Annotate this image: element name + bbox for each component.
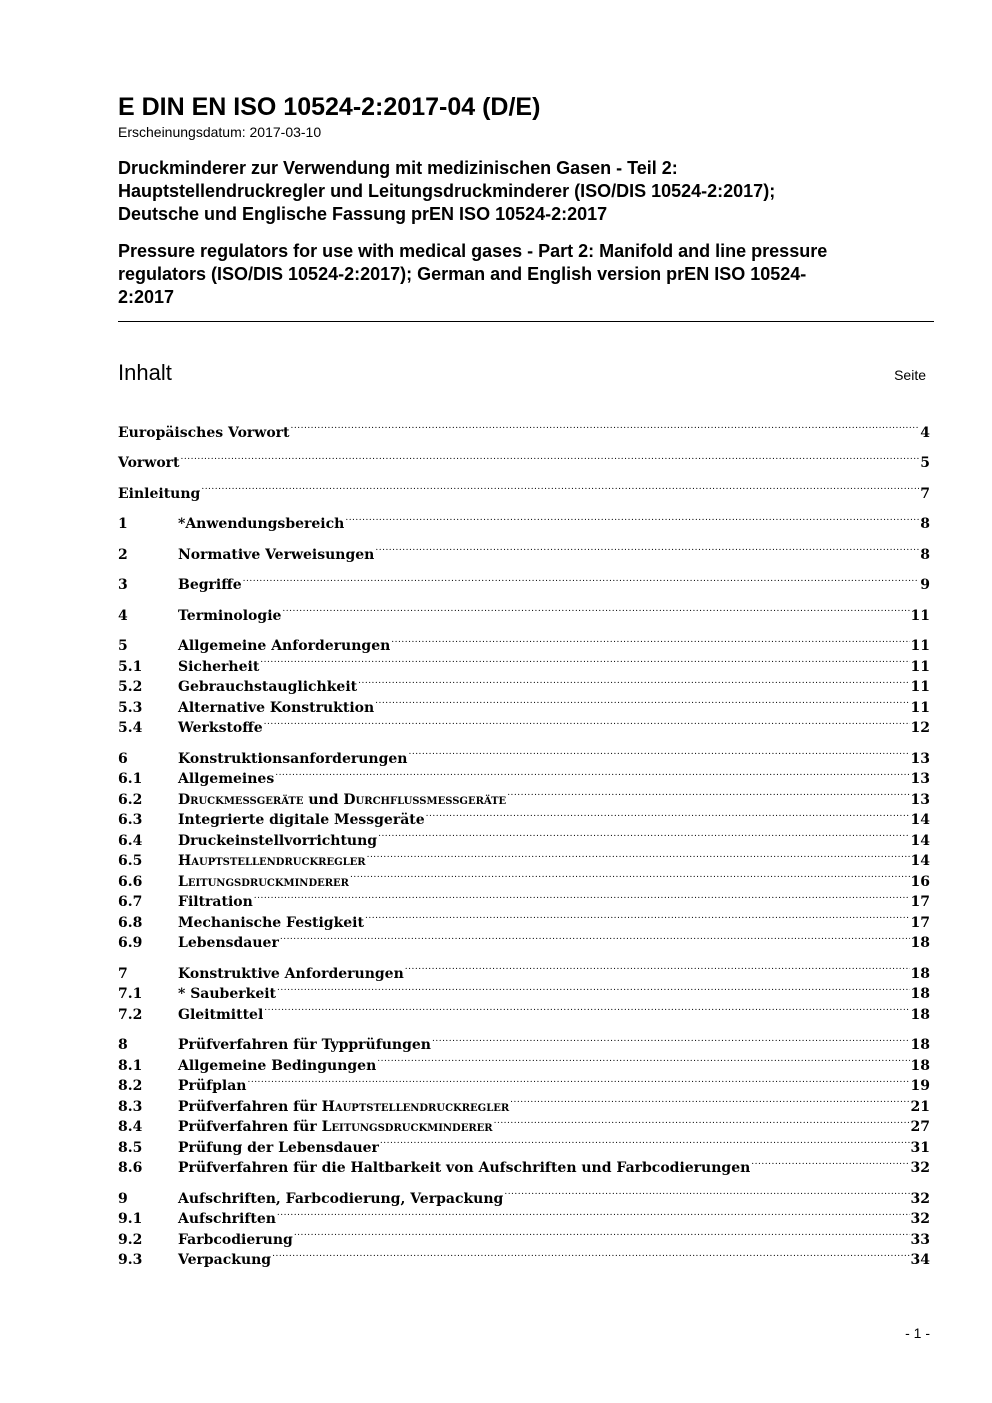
toc-entry-page: 33 xyxy=(910,1231,930,1248)
toc-entry-page: 14 xyxy=(910,812,930,828)
toc-entry-page: 14 xyxy=(910,853,930,869)
toc-entry-page: 13 xyxy=(910,791,930,808)
table-of-contents xyxy=(118,416,930,1268)
toc-entry-label-part: und xyxy=(303,791,344,808)
title-german xyxy=(118,157,934,226)
title-english xyxy=(118,240,934,309)
toc-entry-page: 11 xyxy=(910,679,930,695)
toc-dot-leader xyxy=(375,691,909,712)
toc-entry-label: Aufschriften, Farbcodierung, Verpackung xyxy=(178,1190,504,1207)
toc-entry[interactable] xyxy=(118,1182,930,1207)
toc-entry-label: Verpackung xyxy=(178,1252,272,1268)
toc-entry-label: Konstruktionsanforderungen xyxy=(178,750,408,767)
toc-entry-page: 32 xyxy=(910,1211,930,1227)
toc-entry-page: 12 xyxy=(910,720,930,736)
toc-entry[interactable] xyxy=(118,742,930,767)
title-german-line: Druckminderer zur Verwendung mit medizinischen Gasen - Teil 2: xyxy=(118,158,678,178)
toc-entry-number: 1 xyxy=(118,516,128,532)
toc-dot-leader xyxy=(510,1090,909,1111)
toc-entry[interactable] xyxy=(118,957,930,982)
toc-entry-page: 31 xyxy=(910,1139,930,1156)
toc-entry-label-part: Leitungsdruckminderer xyxy=(321,1119,493,1135)
toc-entry[interactable] xyxy=(118,599,930,624)
toc-entry-number: 5 xyxy=(118,638,128,654)
toc-entry-page: 18 xyxy=(910,1057,930,1074)
toc-entry-page: 16 xyxy=(910,873,930,890)
toc-entry-number: 2 xyxy=(118,546,128,563)
toc-dot-leader xyxy=(494,1111,910,1132)
toc-dot-leader xyxy=(277,978,909,999)
toc-entry-page: 32 xyxy=(910,1190,930,1207)
toc-entry-number: 8.3 xyxy=(118,1098,143,1115)
toc-entry-number: 4 xyxy=(118,607,128,624)
toc-entry-page: 11 xyxy=(910,607,930,624)
toc-entry-page: 13 xyxy=(910,771,930,787)
toc-dot-leader xyxy=(405,957,910,978)
toc-entry-label-part: Leitungsdruckminderer xyxy=(178,873,349,890)
toc-entry-number: 6.8 xyxy=(118,914,143,931)
toc-entry-label xyxy=(178,1097,509,1118)
toc-dot-leader xyxy=(201,477,919,498)
toc-dot-leader xyxy=(365,906,910,927)
toc-entry-number: 5.1 xyxy=(118,658,143,675)
toc-entry-number: 6.1 xyxy=(118,771,143,787)
toc-entry-page: 7 xyxy=(920,485,930,502)
toc-dot-leader xyxy=(751,1152,909,1173)
toc-entry-label-part: Druckmessgeräte xyxy=(178,791,304,808)
toc-dot-leader xyxy=(378,824,909,845)
toc-entry-number: 9.2 xyxy=(118,1231,143,1248)
toc-entry-label-part: Hauptstellendruckregler xyxy=(321,1098,510,1115)
toc-entry-page: 21 xyxy=(910,1098,930,1115)
toc-entry-label-part: Prüfverfahren für xyxy=(178,1098,322,1115)
toc-entry-label: Sicherheit xyxy=(178,658,260,675)
toc-entry-page: 9 xyxy=(920,577,930,593)
toc-entry-label: Alternative Konstruktion xyxy=(178,699,375,716)
toc-entry-label: Allgemeine Anforderungen xyxy=(178,638,391,654)
toc-entry-label: Europäisches Vorwort xyxy=(118,424,290,441)
toc-entry-label: Werkstoffe xyxy=(178,720,263,736)
toc-entry[interactable] xyxy=(118,508,930,532)
toc-dot-leader xyxy=(254,886,910,907)
toc-entry-number: 8.6 xyxy=(118,1160,143,1176)
toc-entry-page: 18 xyxy=(910,986,930,1002)
toc-entry-page: 11 xyxy=(910,658,930,675)
toc-dot-leader xyxy=(367,845,910,866)
title-english-line: regulators (ISO/DIS 10524-2:2017); German and English version prEN ISO 10524- xyxy=(118,264,807,284)
toc-entry-label: Filtration xyxy=(178,894,253,910)
toc-entry-label-part: Prüfverfahren für xyxy=(178,1119,322,1135)
toc-dot-leader xyxy=(391,630,909,651)
toc-dot-leader xyxy=(350,865,910,886)
toc-entry-label: Prüfverfahren für die Haltbarkeit von Aufschriften und Farbcodierungen xyxy=(178,1160,751,1176)
toc-entry[interactable] xyxy=(118,538,930,563)
toc-entry[interactable] xyxy=(118,569,930,593)
toc-entry-label: Konstruktive Anforderungen xyxy=(178,965,404,982)
toc-dot-leader xyxy=(181,447,920,468)
toc-entry-page: 18 xyxy=(910,1037,930,1053)
toc-dot-leader xyxy=(247,1070,909,1091)
publication-date: Erscheinungsdatum: 2017-03-10 xyxy=(118,124,322,140)
toc-entry-page: 8 xyxy=(920,516,930,532)
toc-dot-leader xyxy=(260,650,909,671)
toc-entry-label: Aufschriften xyxy=(178,1211,276,1227)
toc-entry-number: 7.1 xyxy=(118,986,143,1002)
toc-entry[interactable] xyxy=(118,416,930,441)
toc-entry-page: 32 xyxy=(910,1160,930,1176)
toc-entry-page: 11 xyxy=(910,699,930,716)
toc-dot-leader xyxy=(282,599,909,620)
toc-entry-label: Prüfung der Lebensdauer xyxy=(178,1139,379,1156)
toc-dot-leader xyxy=(377,1049,909,1070)
toc-entry-label: Allgemeine Bedingungen xyxy=(178,1057,377,1074)
toc-dot-leader xyxy=(272,1244,909,1265)
toc-dot-leader xyxy=(426,804,910,825)
toc-dot-leader xyxy=(358,671,909,692)
toc-dot-leader xyxy=(243,569,920,590)
toc-entry[interactable] xyxy=(118,1029,930,1053)
toc-entry-number: 9.1 xyxy=(118,1211,143,1227)
toc-dot-leader xyxy=(432,1029,910,1050)
toc-dot-leader xyxy=(275,763,909,784)
toc-entry-label-part: Durchflussmessgeräte xyxy=(343,791,507,808)
toc-entry-number: 8.1 xyxy=(118,1057,143,1074)
toc-entry-page: 5 xyxy=(920,455,930,471)
toc-entry-label-part: Hauptstellendruckregler xyxy=(178,853,366,869)
toc-entry-page: 27 xyxy=(910,1119,930,1135)
toc-entry-label: Mechanische Festigkeit xyxy=(178,914,364,931)
toc-entry-number: 3 xyxy=(118,577,128,593)
toc-entry-label: Integrierte digitale Messgeräte xyxy=(178,812,425,828)
toc-dot-leader xyxy=(264,998,909,1019)
toc-entry-number: 7.2 xyxy=(118,1006,143,1023)
header-divider xyxy=(118,321,934,322)
toc-entry-number: 7 xyxy=(118,965,128,982)
toc-entry-label xyxy=(178,851,366,872)
toc-dot-leader xyxy=(291,416,920,437)
document-id: E DIN EN ISO 10524-2:2017-04 (D/E) xyxy=(118,93,541,121)
page-number: - 1 - xyxy=(905,1325,930,1341)
toc-entry-number: 6 xyxy=(118,750,128,767)
toc-entry-label: Allgemeines xyxy=(178,771,275,787)
toc-entry-label: Prüfverfahren für Typprüfungen xyxy=(178,1037,431,1053)
toc-dot-leader xyxy=(408,742,909,763)
toc-dot-leader xyxy=(264,712,910,733)
toc-entry-number: 6.3 xyxy=(118,812,143,828)
toc-entry-page: 11 xyxy=(910,638,930,654)
toc-entry[interactable] xyxy=(118,447,930,471)
toc-entry-page: 13 xyxy=(910,750,930,767)
toc-page-label: Seite xyxy=(894,367,926,383)
toc-entry-number: 9.3 xyxy=(118,1252,143,1268)
document-header xyxy=(118,92,934,309)
toc-entry-number: 8.4 xyxy=(118,1119,143,1135)
toc-entry-page: 18 xyxy=(910,965,930,982)
toc-entry-number: 6.2 xyxy=(118,791,143,808)
toc-dot-leader xyxy=(504,1182,909,1203)
toc-entry-label: Gleitmittel xyxy=(178,1006,264,1023)
toc-dot-leader xyxy=(375,538,919,559)
toc-entry-number: 6.7 xyxy=(118,894,143,910)
toc-entry-number: 5.4 xyxy=(118,720,143,736)
title-german-line: Deutsche und Englische Fassung prEN ISO 10524-2:2017 xyxy=(118,204,608,224)
toc-entry-label: Begriffe xyxy=(178,577,242,593)
toc-entry-page: 4 xyxy=(920,424,930,441)
toc-entry-label: Gebrauchstauglichkeit xyxy=(178,679,358,695)
toc-entry-page: 17 xyxy=(910,894,930,910)
toc-entry-page: 18 xyxy=(910,1006,930,1023)
toc-title: Inhalt xyxy=(118,360,172,385)
toc-entry-label: Vorwort xyxy=(118,455,180,471)
toc-entry-label: *Anwendungsbereich xyxy=(178,516,345,532)
toc-entry-page: 34 xyxy=(910,1252,930,1268)
toc-dot-leader xyxy=(280,927,910,948)
toc-entry-label: Farbcodierung xyxy=(178,1231,293,1248)
toc-dot-leader xyxy=(294,1223,910,1244)
toc-entry-label: Prüfplan xyxy=(178,1078,247,1094)
toc-entry[interactable] xyxy=(118,477,930,502)
toc-entry-page: 18 xyxy=(910,935,930,951)
toc-entry-label: Einleitung xyxy=(118,485,201,502)
toc-dot-leader xyxy=(345,508,919,529)
toc-entry-page: 19 xyxy=(910,1078,930,1094)
toc-entry-page: 17 xyxy=(910,914,930,931)
toc-entry-label: * Sauberkeit xyxy=(178,986,277,1002)
toc-entry-number: 6.6 xyxy=(118,873,143,890)
toc-entry-number: 9 xyxy=(118,1190,128,1207)
toc-entry-number: 8.2 xyxy=(118,1078,143,1094)
toc-dot-leader xyxy=(507,783,909,804)
toc-entry[interactable] xyxy=(118,630,930,654)
toc-entry-label: Druckeinstellvorrichtung xyxy=(178,832,378,849)
toc-entry-number: 6.5 xyxy=(118,853,143,869)
toc-dot-leader xyxy=(277,1203,910,1224)
toc-entry-number: 5.3 xyxy=(118,699,143,716)
title-german-line: Hauptstellendruckregler und Leitungsdruckminderer (ISO/DIS 10524-2:2017); xyxy=(118,181,776,201)
toc-entry-number: 6.9 xyxy=(118,935,143,951)
toc-entry-label: Terminologie xyxy=(178,607,282,624)
toc-entry-label: Normative Verweisungen xyxy=(178,546,375,563)
toc-entry-number: 5.2 xyxy=(118,679,143,695)
toc-entry-number: 8 xyxy=(118,1037,128,1053)
toc-dot-leader xyxy=(380,1131,910,1152)
toc-entry-page: 8 xyxy=(920,546,930,563)
toc-entry-number: 8.5 xyxy=(118,1139,143,1156)
title-english-line: 2:2017 xyxy=(118,287,175,307)
toc-entry-number: 6.4 xyxy=(118,832,143,849)
toc-entry-label: Lebensdauer xyxy=(178,935,279,951)
title-english-line: Pressure regulators for use with medical gases - Part 2: Manifold and line pressure xyxy=(118,241,828,261)
toc-entry-page: 14 xyxy=(910,832,930,849)
toc-heading xyxy=(118,360,926,386)
